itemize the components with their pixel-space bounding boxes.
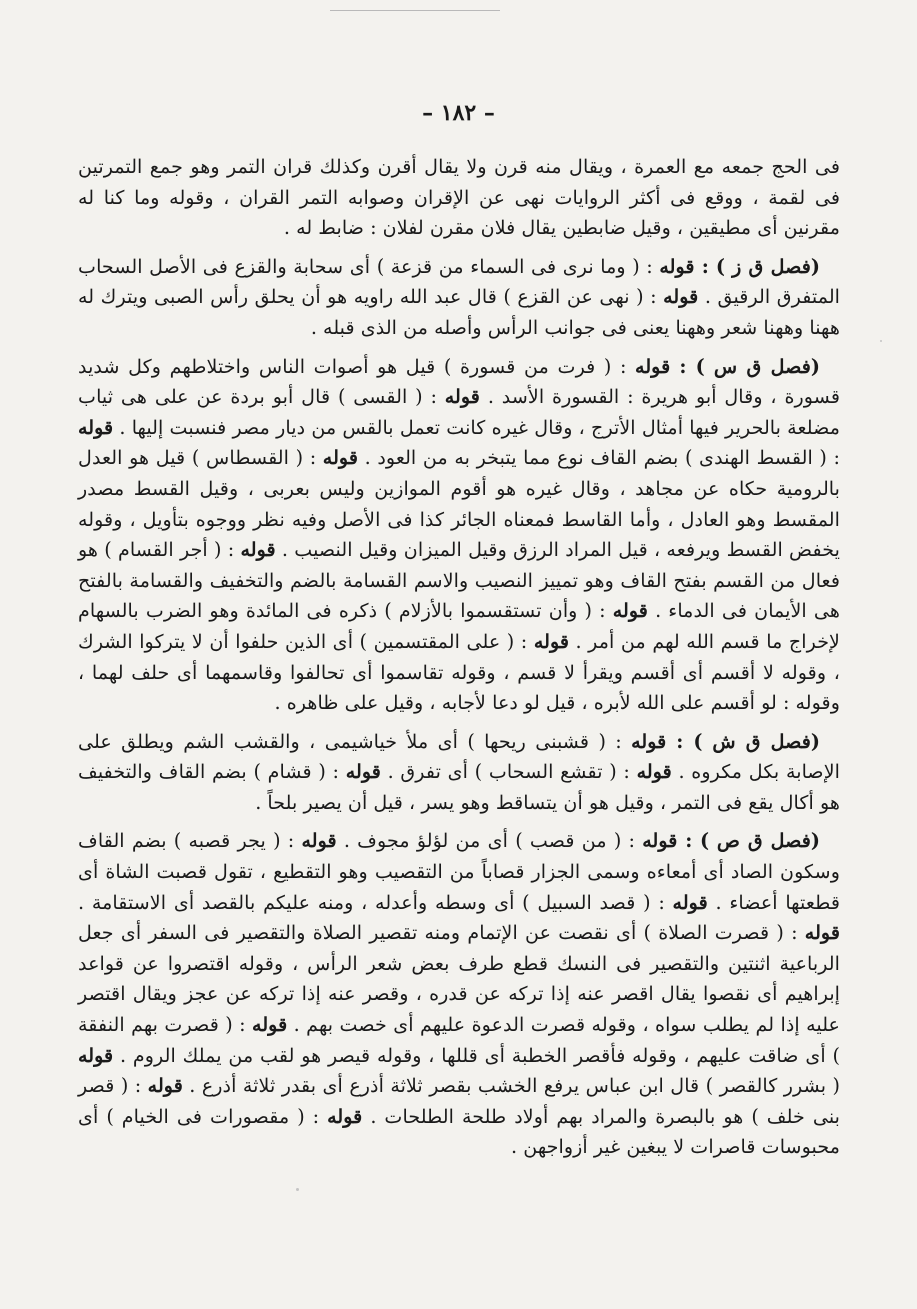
text-run: : ( قشام ) بضم القاف والتخفيف هو أكال يقع فى التمر ، وقيل هو أن يتساقط وهو يسر ، قيل أن يصير بلحاً . [78, 760, 840, 814]
text-run: : ( من قصب ) أى من لؤلؤ مجوف . [336, 829, 643, 853]
paragraph [78, 727, 840, 819]
bold-label: قوله [78, 1043, 114, 1067]
text-run: : ( على المقتسمين ) أى الذين حلفوا أن لا يتركوا الشرك ، وقوله لا أقسم أى أقسم ويقرأ لا قسم ، وقوله تقاسموا أى تحالفوا وقاسمهما أى حلف لهما ، وقوله : لو أقسم على الله لأبره ، قيل لو دعا لأجابه ، وقيل على ظاهره . [78, 629, 840, 715]
text-run: : ( تقشع السحاب ) أى تفرق . [380, 760, 637, 784]
bold-label: (فصل ق س ) : قوله [635, 354, 820, 378]
page-body [78, 152, 840, 1163]
bold-label: قوله [663, 285, 699, 309]
bold-label: قوله [240, 538, 276, 562]
text-run: : ( القسط الهندى ) بضم القاف نوع مما يتبخر به من العود . [358, 446, 840, 470]
text-run: : ( القسى ) قال أبو بردة عن على هى ثياب مضلعة بالحرير فيها أمثال الأترج ، وقال غيره كانت تعمل بالقس من ديار مصر فنسبت إليها . [78, 385, 840, 439]
bold-label: (فصل ق ص ) : قوله [642, 829, 820, 853]
text-run: ( بشرر كالقصر ) قال ابن عباس يرفع الخشب بقصر ثلاثة أذرع أى بقدر ثلاثة أذرع . [182, 1074, 840, 1098]
text-run: : ( قصد السبيل ) أى وسطه وأعدله ، ومنه عليكم بالقصد أى الاستقامة . [78, 890, 673, 914]
bold-label: قوله [327, 1104, 363, 1128]
bold-label: قوله [78, 415, 114, 439]
text-run: : ( قصرت الصلاة ) أى نقصت عن الإتمام ومنه تقصير الصلاة والتقصير فى السفر أى جعل الرباعية اثنتين والتقصير فى النسك قطع طرف بعض شعر الرأس ، وقوله اقتصروا عن قواعد إبراهيم أى نقصوا يقال اقصر عنه إذا تركه عن قدره ، وقصر عنه إذا تركه عن عجز ويقال اقتصر عليه إذا لم يطلب سواه ، وقوله قصرت الدعوة عليهم أى خصت بهم . [78, 921, 840, 1037]
bold-label: قوله [636, 760, 672, 784]
text-run: : ( فرت من قسورة ) قيل هو أصوات الناس واختلاطهم وكل شديد قسورة ، وقال أبو هريرة : القسورة الأسد . [78, 354, 840, 409]
bold-label: (فصل ق ز ) : قوله [659, 254, 820, 278]
text-run: فى الحج جمعه مع العمرة ، ويقال منه قرن ولا يقال أقرن وكذلك قران التمر وهو جمع التمرتين فى لقمة ، ووقع فى أكثر الروايات نهى عن الإقران وصوابه التمر القران ، وقوله وما كنا له مقرنين أى مطيقين ، وقيل ضابطين يقال فلان مقرن لفلان : ضابط له . [78, 155, 840, 240]
text-run: : ( قصر بنى خلف ) هو بالبصرة والمراد بهم أولاد طلحة الطلحات . [78, 1074, 840, 1128]
text-run: : ( وما نرى فى السماء من قزعة ) أى سحابة والقزع فى الأصل السحاب المتفرق الرقيق . [78, 254, 840, 309]
text-run: : ( قصرت بهم النفقة ) أى ضاقت عليهم ، وقوله فأقصر الخطبة أى قللها ، وقوله قيصر هو لقب من يملك الروم . [78, 1013, 840, 1067]
scan-speck [296, 1188, 299, 1191]
bold-label: قوله [672, 890, 708, 914]
page-number: – ١٨٢ – [422, 100, 495, 126]
bold-label: قوله [612, 599, 648, 623]
bold-label: قوله [804, 921, 840, 945]
text-run: : ( وأن تستقسموا بالأزلام ) ذكره فى المائدة وهو الضرب بالسهام لإخراج ما قسم الله لهم من أمر . [78, 599, 841, 653]
top-rule [330, 10, 500, 11]
paragraph [78, 152, 840, 244]
bold-label: قوله [252, 1013, 288, 1037]
text-run: : ( قشبنى ريحها ) أى ملأ خياشيمى ، والقشب الشم ويطلق على الإصابة بكل مكروه . [78, 729, 840, 784]
bold-label: قوله [322, 446, 359, 470]
bold-label: قوله [533, 629, 570, 653]
paragraph [78, 352, 840, 719]
text-run: : ( يجر قصبه ) بضم القاف وسكون الصاد أى أمعاءه وسمى الجزار قصاباً من التقصيب وهو التقطيع ، تقول قصبت الشاة أى قطعتها أعضاء . [78, 829, 840, 914]
text-run: : ( نهى عن القزع ) قال عبد الله راويه هو أن يحلق رأس الصبى ويترك له ههنا وههنا شعر وههنا يعنى فى جوانب الرأس وأصله من الذى قبله . [78, 285, 840, 339]
bold-label: قوله [147, 1074, 183, 1098]
bold-label: قوله [301, 829, 337, 853]
text-run: : ( القسطاس ) قيل هو العدل بالرومية حكاه عن مجاهد ، وقال غيره هو أقوم الموازين وليس بعربى ، وقيل القسط مصدر المقسط وهو العادل ، وأما القاسط فمعناه الجائر كذا فى الأصل وفيه نظر ووجوه بتأويل ، وقوله يخفض القسط ويرفعه ، قيل المراد الرزق وقيل الميزان وقيل النصيب . [78, 446, 840, 562]
paragraph [78, 826, 840, 1163]
bold-label: (فصل ق ش ) : قوله [631, 729, 820, 753]
bold-label: قوله [444, 385, 480, 409]
bold-label: قوله [345, 760, 381, 784]
text-run: : ( أجر القسام ) هو فعال من القسم بفتح القاف وهو تمييز النصيب والاسم القسامة بالضم والتخفيف والقسامة بالفتح هى الأيمان فى الدماء . [78, 538, 840, 623]
scan-speck [880, 340, 882, 342]
text-run: : ( مقصورات فى الخيام ) أى محبوسات قاصرات لا يبغين غير أزواجهن . [78, 1104, 840, 1159]
paragraph [78, 252, 840, 344]
